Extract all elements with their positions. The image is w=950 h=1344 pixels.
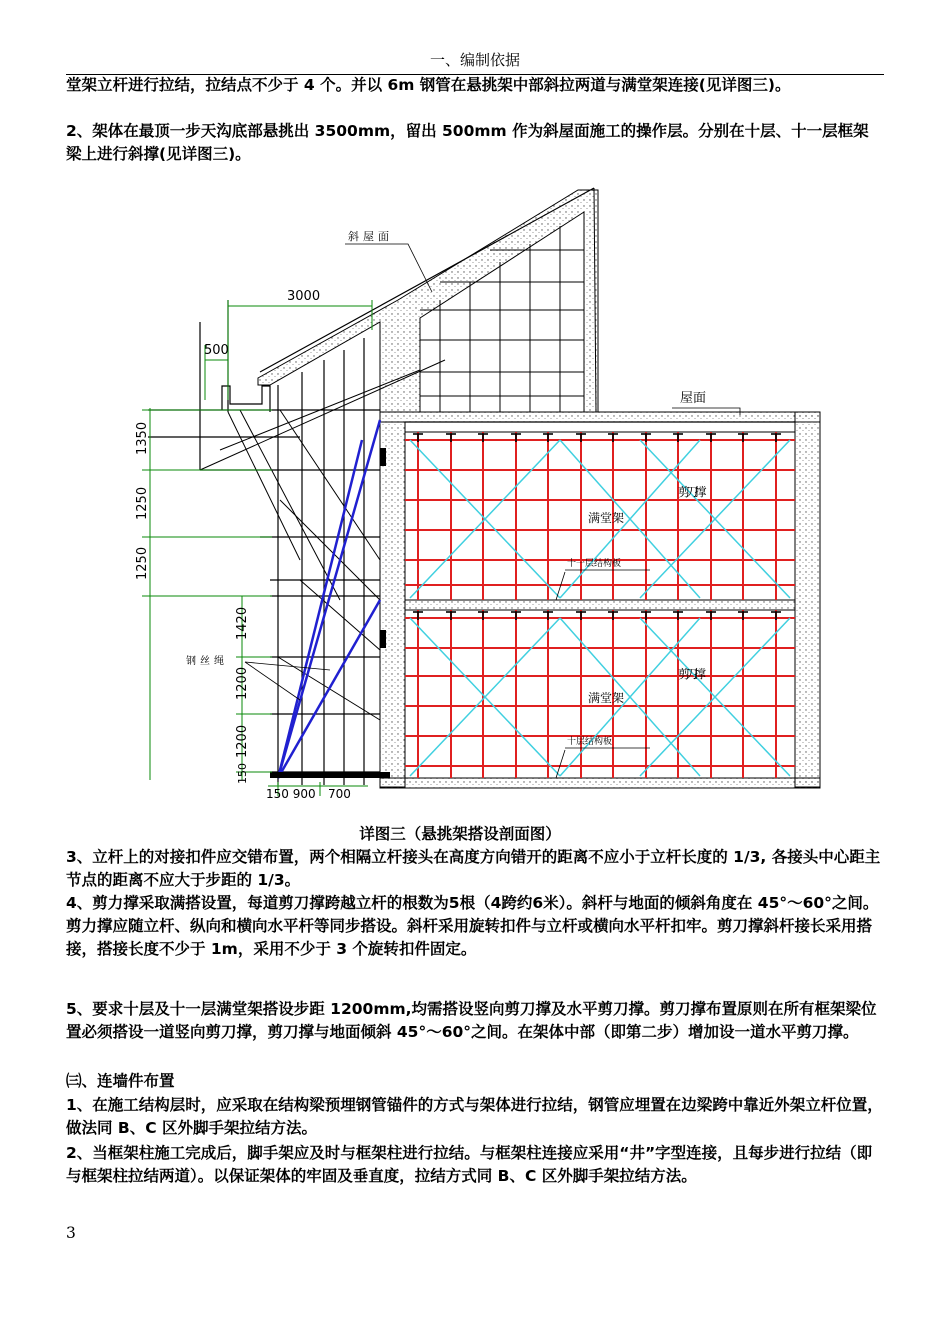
paragraph-wall-ties-2: 2、当框架柱施工完成后，脚手架应及时与框架柱进行拉结。与框架柱连接应采用“井”字型连接，且每步进行拉结（即与框架柱拉结两道）。以保证架体的牢固及垂直度，拉结方式同 B、C 区外脚手架拉结方法。	[66, 1144, 873, 1185]
dim-500: 500	[204, 343, 229, 358]
label-full-scaffold-1: 满堂架	[588, 511, 625, 525]
label-wire-rope: 钢丝绳	[186, 656, 228, 667]
paragraph-wall-ties-1: 1、在施工结构层时，应采取在结构梁预埋钢管锚件的方式与架体进行拉结，钢管应埋置在边梁跨中靠近外架立杆位置，做法同 B、C 区外脚手架拉结方法。	[66, 1096, 883, 1137]
paragraph-3: 3、立杆上的对接扣件应交错布置，两个相隔立杆接头在高度方向错开的距离不应小于立杆长度的 1/3, 各接头中心距主节点的距离不应大于步距的 1/3。	[66, 848, 881, 889]
steel-wire-ropes	[278, 420, 380, 778]
paragraph-top-2: 2、架体在最顶一步天沟底部悬挑出 3500mm，留出 500mm 作为斜屋面施工的操作层。分别在十层、十一层框架梁上进行斜撑(见详图三)。	[66, 122, 869, 163]
dim-1420: 1420	[235, 606, 250, 640]
dim-1200a: 1200	[235, 666, 250, 700]
dim-1200b: 1200	[235, 724, 250, 758]
label-scissor-brace-1: 剪刀撑	[678, 485, 706, 499]
dim-1350: 1350	[135, 421, 150, 455]
floor-support-heads	[413, 434, 781, 620]
label-slab-11: 十一层结构板	[567, 559, 622, 569]
label-roof: 屋面	[680, 391, 707, 406]
paragraph-top-1: 堂架立杆进行拉结，拉结点不少于 4 个。并以 6m 钢管在悬挑架中部斜拉两道与满堂架连接(见详图三)。	[66, 76, 791, 94]
paragraph-5: 5、要求十层及十一层满堂架搭设步距 1200mm,均需搭设竖向剪刀撑及水平剪刀撑。剪刀撑布置原则在所有框架梁位置必须搭设一道竖向剪刀撑，剪刀撑与地面倾斜 45°～60°之间。在架体中部（即第二步）增加设一道水平剪刀撑。	[66, 1000, 877, 1041]
dim-150: 150	[236, 763, 249, 784]
label-scissor-brace-2: 剪刀撑	[678, 667, 706, 681]
label-slab-10: 十层结构板	[567, 737, 613, 747]
gutter	[222, 386, 270, 412]
figure-caption: 详图三（悬挑架搭设剖面图）	[359, 825, 561, 843]
label-full-scaffold-2: 满堂架	[588, 691, 625, 705]
section-heading-wall-ties: ㈢、连墙件布置	[66, 1072, 175, 1090]
dimension-lines	[142, 300, 372, 796]
dim-1250b: 1250	[135, 546, 150, 580]
dim-1250a: 1250	[135, 486, 150, 520]
label-slope-roof: 斜屋面	[348, 230, 393, 243]
dim-700: 700	[328, 787, 351, 801]
paragraph-4: 4、剪力撑采取满搭设置，每道剪刀撑跨越立杆的根数为5根（4跨约6米）。斜杆与地面的倾斜角度在 45°～60°之间。剪力撑应随立杆、纵向和横向水平杆等同步搭设。斜杆采用旋转扣件与立杆或横向水平杆扣牢。剪刀撑斜杆接长采用搭接，搭接长度不少于 1m，采用不少于 3 个旋转扣件固定。	[66, 894, 879, 958]
dim-3000: 3000	[287, 289, 321, 304]
header-title: 一、编制依据	[429, 51, 520, 69]
page-number: 3	[66, 1224, 76, 1242]
dim-150-900: 150 900	[266, 787, 316, 801]
